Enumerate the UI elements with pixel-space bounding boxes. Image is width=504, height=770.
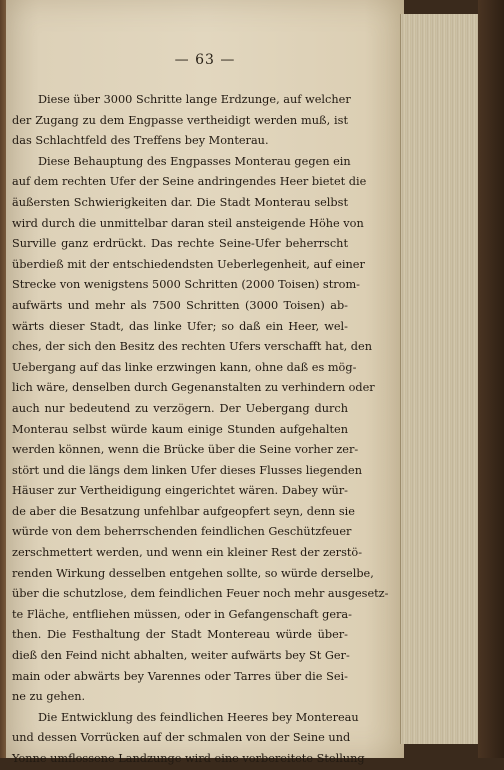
- text-line: Yonne umflossene Landzunge wird eine vorbereitete Stellung: [12, 752, 365, 765]
- text-line: aufwärts und mehr als 7500 Schritten (3000 Toisen) ab-: [12, 298, 348, 312]
- text-line: äußersten Schwierigkeiten dar. Die Stadt Monterau selbst: [12, 195, 348, 209]
- page-number-header: — 63 —: [174, 52, 236, 68]
- text-line: de aber die Besatzung unfehlbar aufgeopfert seyn, denn sie: [12, 504, 355, 518]
- text-line: auf dem rechten Ufer der Seine andringendes Heer bietet die: [12, 175, 367, 189]
- text-line: Häuser zur Vertheidigung eingerichtet wären. Dabey wür-: [12, 484, 348, 498]
- text-line: werden können, wenn die Brücke über die Seine vorher zer-: [12, 443, 359, 457]
- text-line: Diese Behauptung des Engpasses Monterau gegen ein: [38, 154, 351, 168]
- text-line: Diese über 3000 Schritte lange Erdzunge, auf welcher: [38, 93, 351, 106]
- text-line: Monterau selbst würde kaum einige Stunden aufgehalten: [12, 422, 348, 436]
- text-line: ches, der sich den Besitz des rechten Ufers verschafft hat, den: [12, 340, 372, 354]
- text-line: stört und die längs dem linken Ufer dieses Flusses liegenden: [12, 463, 362, 477]
- text-line: dieß den Feind nicht abhalten, weiter aufwärts bey St Ger-: [12, 649, 350, 663]
- text-line: lich wäre, denselben durch Gegenanstalten zu verhindern oder: [12, 381, 375, 395]
- text-line: ne zu gehen.: [12, 690, 86, 704]
- text-line: Strecke von wenigstens 5000 Schritten (2000 Toisen) strom-: [12, 278, 360, 292]
- page-edges: [400, 14, 479, 744]
- text-line: wird durch die unmittelbar daran steil ansteigende Höhe von: [12, 216, 364, 230]
- text-line: der Zugang zu dem Engpasse vertheidigt werden muß, ist: [12, 113, 348, 127]
- text-line: Die Entwicklung des feindlichen Heeres bey Montereau: [38, 710, 359, 724]
- text-line: überdieß mit der entschiedendsten Ueberlegenheit, auf einer: [12, 257, 365, 271]
- page-body-text: [12, 90, 389, 770]
- text-line: Uebergang auf das linke erzwingen kann, ohne daß es mög-: [12, 360, 357, 374]
- text-line: das Schlachtfeld des Treffens bey Monterau.: [12, 134, 269, 148]
- text-line: wärts dieser Stadt, das linke Ufer; so daß ein Heer, wel-: [12, 319, 348, 333]
- text-line: zerschmettert werden, und wenn ein kleiner Rest der zerstö-: [12, 546, 363, 560]
- text-line: über die schutzlose, dem feindlichen Feuer noch mehr ausgesetz-: [12, 587, 389, 601]
- text-line: und dessen Vorrücken auf der schmalen von der Seine und: [12, 731, 351, 745]
- text-line: then. Die Festhaltung der Stadt Montereau würde über-: [12, 628, 348, 642]
- text-line: würde von dem beherrschenden feindlichen Geschützfeuer: [12, 525, 352, 539]
- text-line: Surville ganz erdrückt. Das rechte Seine-Ufer beherrscht: [12, 237, 348, 251]
- book-cover-edge: [478, 0, 504, 758]
- text-line: auch nur bedeutend zu verzögern. Der Uebergang durch: [12, 401, 348, 415]
- book-page: [6, 0, 404, 765]
- text-line: te Fläche, entfliehen müssen, oder in Gefangenschaft gera-: [12, 607, 352, 621]
- text-line: renden Wirkung desselben entgehen sollte, so würde derselbe,: [12, 566, 374, 580]
- text-line: main oder abwärts bey Varennes oder Tarres über die Sei-: [12, 669, 348, 683]
